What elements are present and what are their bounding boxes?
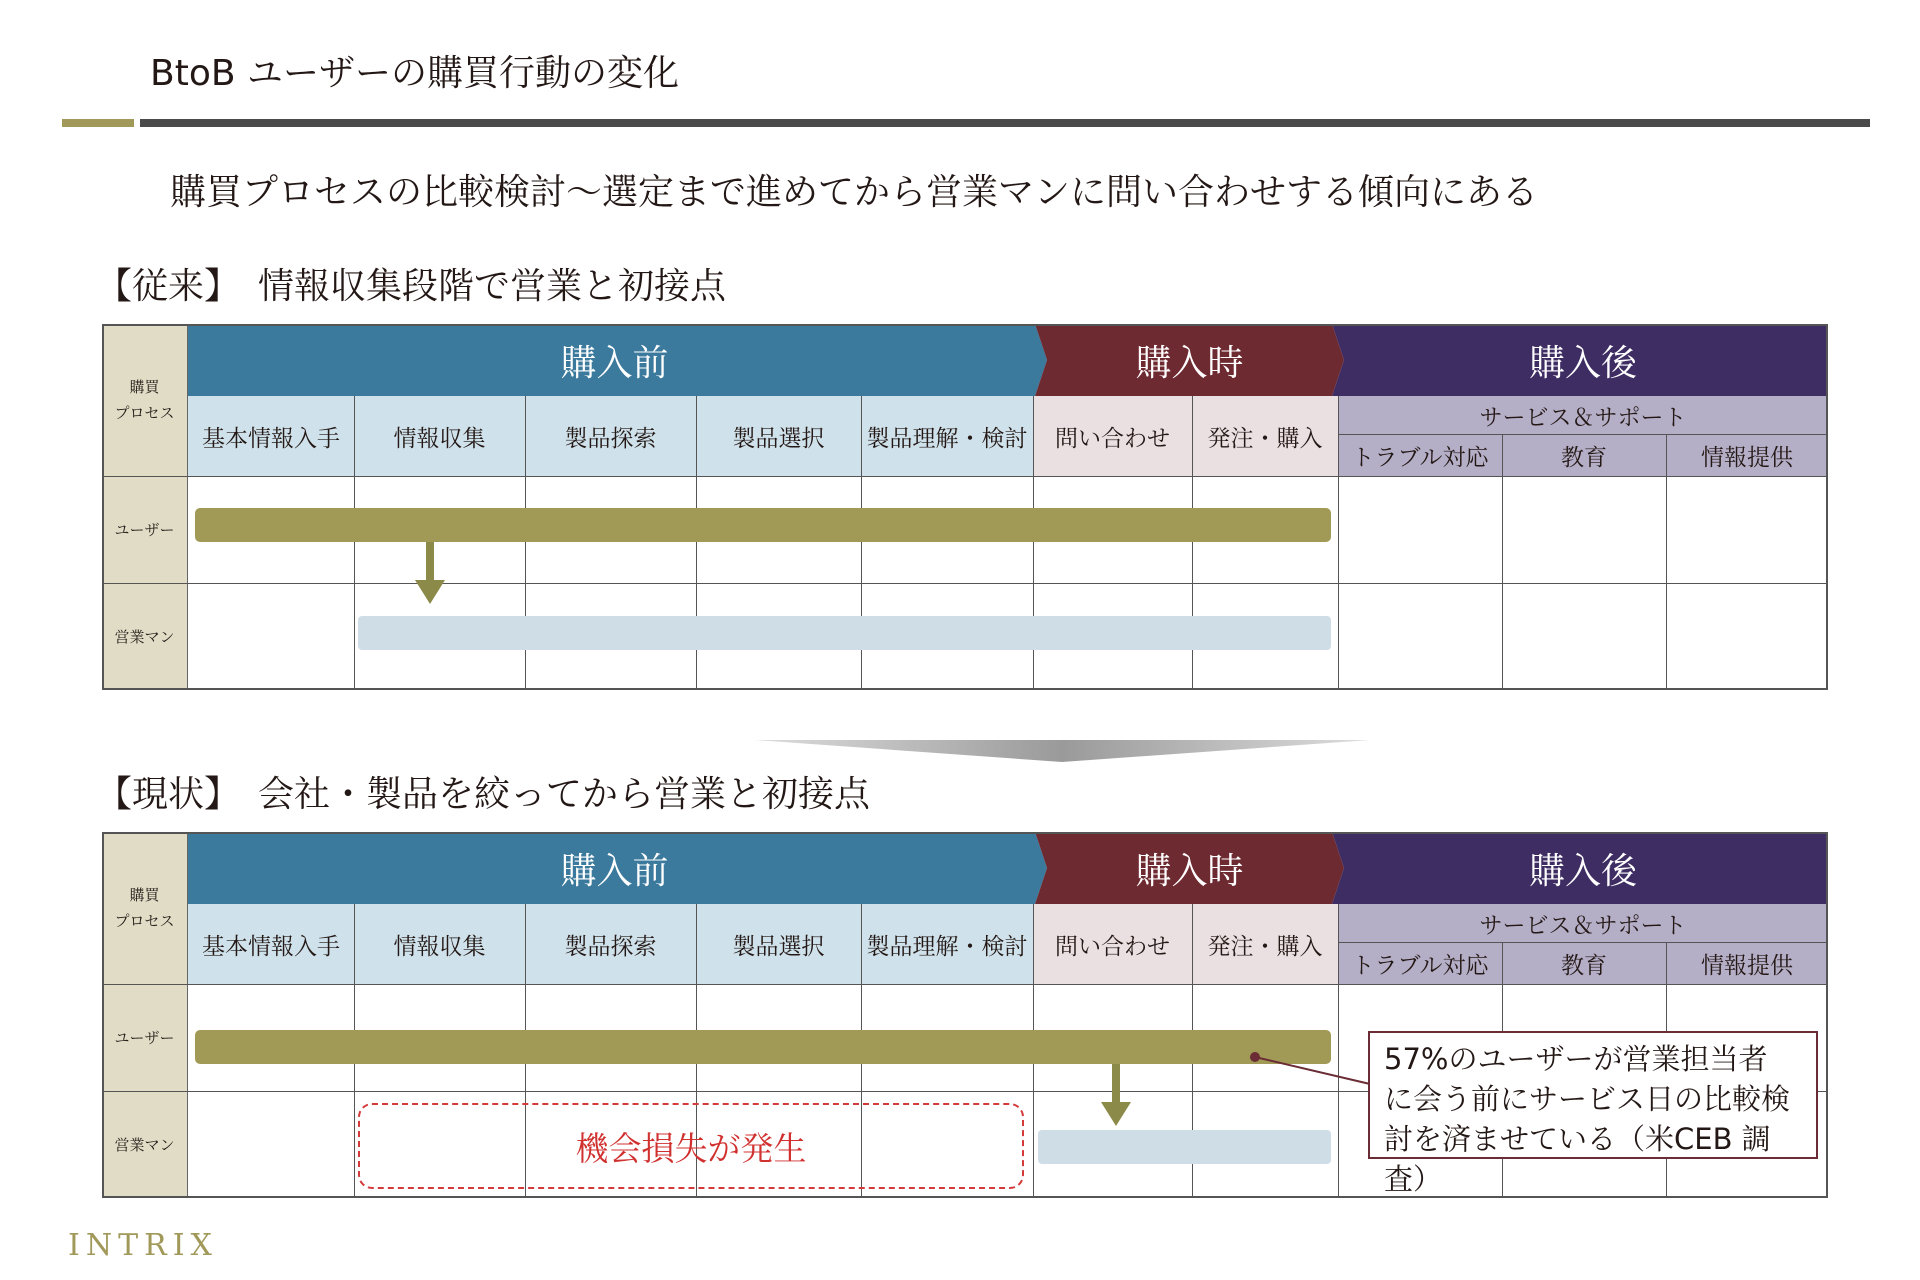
- grid-line: [1338, 904, 1339, 1198]
- phase-after: 購入後: [1528, 850, 1637, 892]
- step-product-selection: 製品選択: [696, 396, 861, 476]
- grid-line: [102, 476, 1828, 477]
- phase-during: 購入時: [1135, 342, 1244, 384]
- side-label-process: [102, 832, 188, 984]
- side-label-sales: 営業マン: [102, 1091, 188, 1198]
- grid-line: [1338, 942, 1828, 943]
- transition-chevron: [755, 740, 1370, 764]
- callout-leader-line: [1255, 1057, 1370, 1084]
- side-label-process-line2: プロセス: [114, 912, 175, 930]
- step-product-review: 製品理解・検討: [861, 396, 1033, 476]
- contact-arrow-head: [1101, 1102, 1131, 1126]
- side-label-process-line1: 購買: [129, 378, 160, 396]
- contact-arrow-shaft: [1112, 1064, 1120, 1102]
- step-order: 発注・購入: [1192, 904, 1338, 984]
- side-label-user: ユーザー: [102, 984, 188, 1091]
- service-support-group: サービス＆サポート: [1338, 904, 1828, 942]
- grid-line: [1338, 434, 1828, 435]
- section-title: 会社・製品を絞ってから営業と初接点: [258, 774, 871, 815]
- callout-line: に会う前にサービス日の比較検: [1384, 1082, 1791, 1116]
- page-subtitle: 購買プロセスの比較検討～選定まで進めてから営業マンに問い合わせする傾向にある: [170, 172, 1539, 213]
- grid-line: [1338, 396, 1339, 690]
- step-troubleshooting: トラブル対応: [1338, 434, 1502, 476]
- side-label-process-line2: プロセス: [114, 404, 175, 422]
- step-info-gathering: 情報収集: [354, 904, 525, 984]
- grid-line: [354, 396, 355, 690]
- opportunity-loss-box: [358, 1103, 1024, 1189]
- intrix-logo: INTRIX: [68, 1228, 218, 1263]
- user-activity-bar: [195, 508, 1331, 542]
- title-rule: [140, 119, 1870, 127]
- step-info-provision: 情報提供: [1666, 434, 1828, 476]
- step-inquiry: 問い合わせ: [1033, 396, 1192, 476]
- side-label-sales: 営業マン: [102, 583, 188, 690]
- step-product-review: 製品理解・検討: [861, 904, 1033, 984]
- grid-line: [102, 984, 1828, 985]
- section-title: 情報収集段階で営業と初接点: [258, 266, 727, 307]
- step-product-search: 製品探索: [525, 396, 696, 476]
- contact-arrow-shaft: [426, 542, 434, 580]
- step-info-provision: 情報提供: [1666, 942, 1828, 984]
- contact-arrow-head: [415, 580, 445, 604]
- grid-line: [102, 583, 1828, 584]
- side-label-user: ユーザー: [102, 476, 188, 583]
- title-rule-accent: [62, 119, 134, 127]
- step-inquiry: 問い合わせ: [1033, 904, 1192, 984]
- transition-chevron-shape: [755, 740, 1370, 762]
- step-basic-info: 基本情報入手: [188, 904, 354, 984]
- service-support-group: サービス＆サポート: [1338, 396, 1828, 434]
- phase-during: 購入時: [1135, 850, 1244, 892]
- step-education: 教育: [1502, 942, 1666, 984]
- side-label-process: [102, 324, 188, 476]
- grid-line: [1666, 434, 1667, 690]
- grid-line: [1502, 434, 1503, 690]
- callout-line: 57%のユーザーが営業担当者: [1384, 1042, 1768, 1076]
- step-troubleshooting: トラブル対応: [1338, 942, 1502, 984]
- section-heading-traditional: [96, 262, 726, 312]
- step-education: 教育: [1502, 434, 1666, 476]
- section-heading-current: [96, 770, 870, 820]
- step-basic-info: 基本情報入手: [188, 396, 354, 476]
- step-product-search: 製品探索: [525, 904, 696, 984]
- step-info-gathering: 情報収集: [354, 396, 525, 476]
- side-label-process-line1: 購買: [129, 886, 160, 904]
- process-table-traditional: [102, 324, 1828, 690]
- phase-before: 購入前: [560, 342, 669, 384]
- user-activity-bar: [195, 1030, 1331, 1064]
- page-title: BtoB ユーザーの購買行動の変化: [150, 53, 679, 94]
- section-bracket: 【従来】: [96, 266, 241, 307]
- sales-activity-bar: [1038, 1130, 1331, 1164]
- opportunity-loss-label: 機会損失が発生: [575, 1128, 807, 1168]
- statistic-callout: [1368, 1031, 1818, 1196]
- phase-before: 購入前: [560, 850, 669, 892]
- section-bracket: 【現状】: [96, 774, 241, 815]
- callout-line: 討を済ませている（米CEB 調査）: [1384, 1122, 1771, 1196]
- callout-leader: [1250, 1052, 1380, 1092]
- step-product-selection: 製品選択: [696, 904, 861, 984]
- sales-activity-bar: [358, 616, 1331, 650]
- phase-after: 購入後: [1528, 342, 1637, 384]
- step-order: 発注・購入: [1192, 396, 1338, 476]
